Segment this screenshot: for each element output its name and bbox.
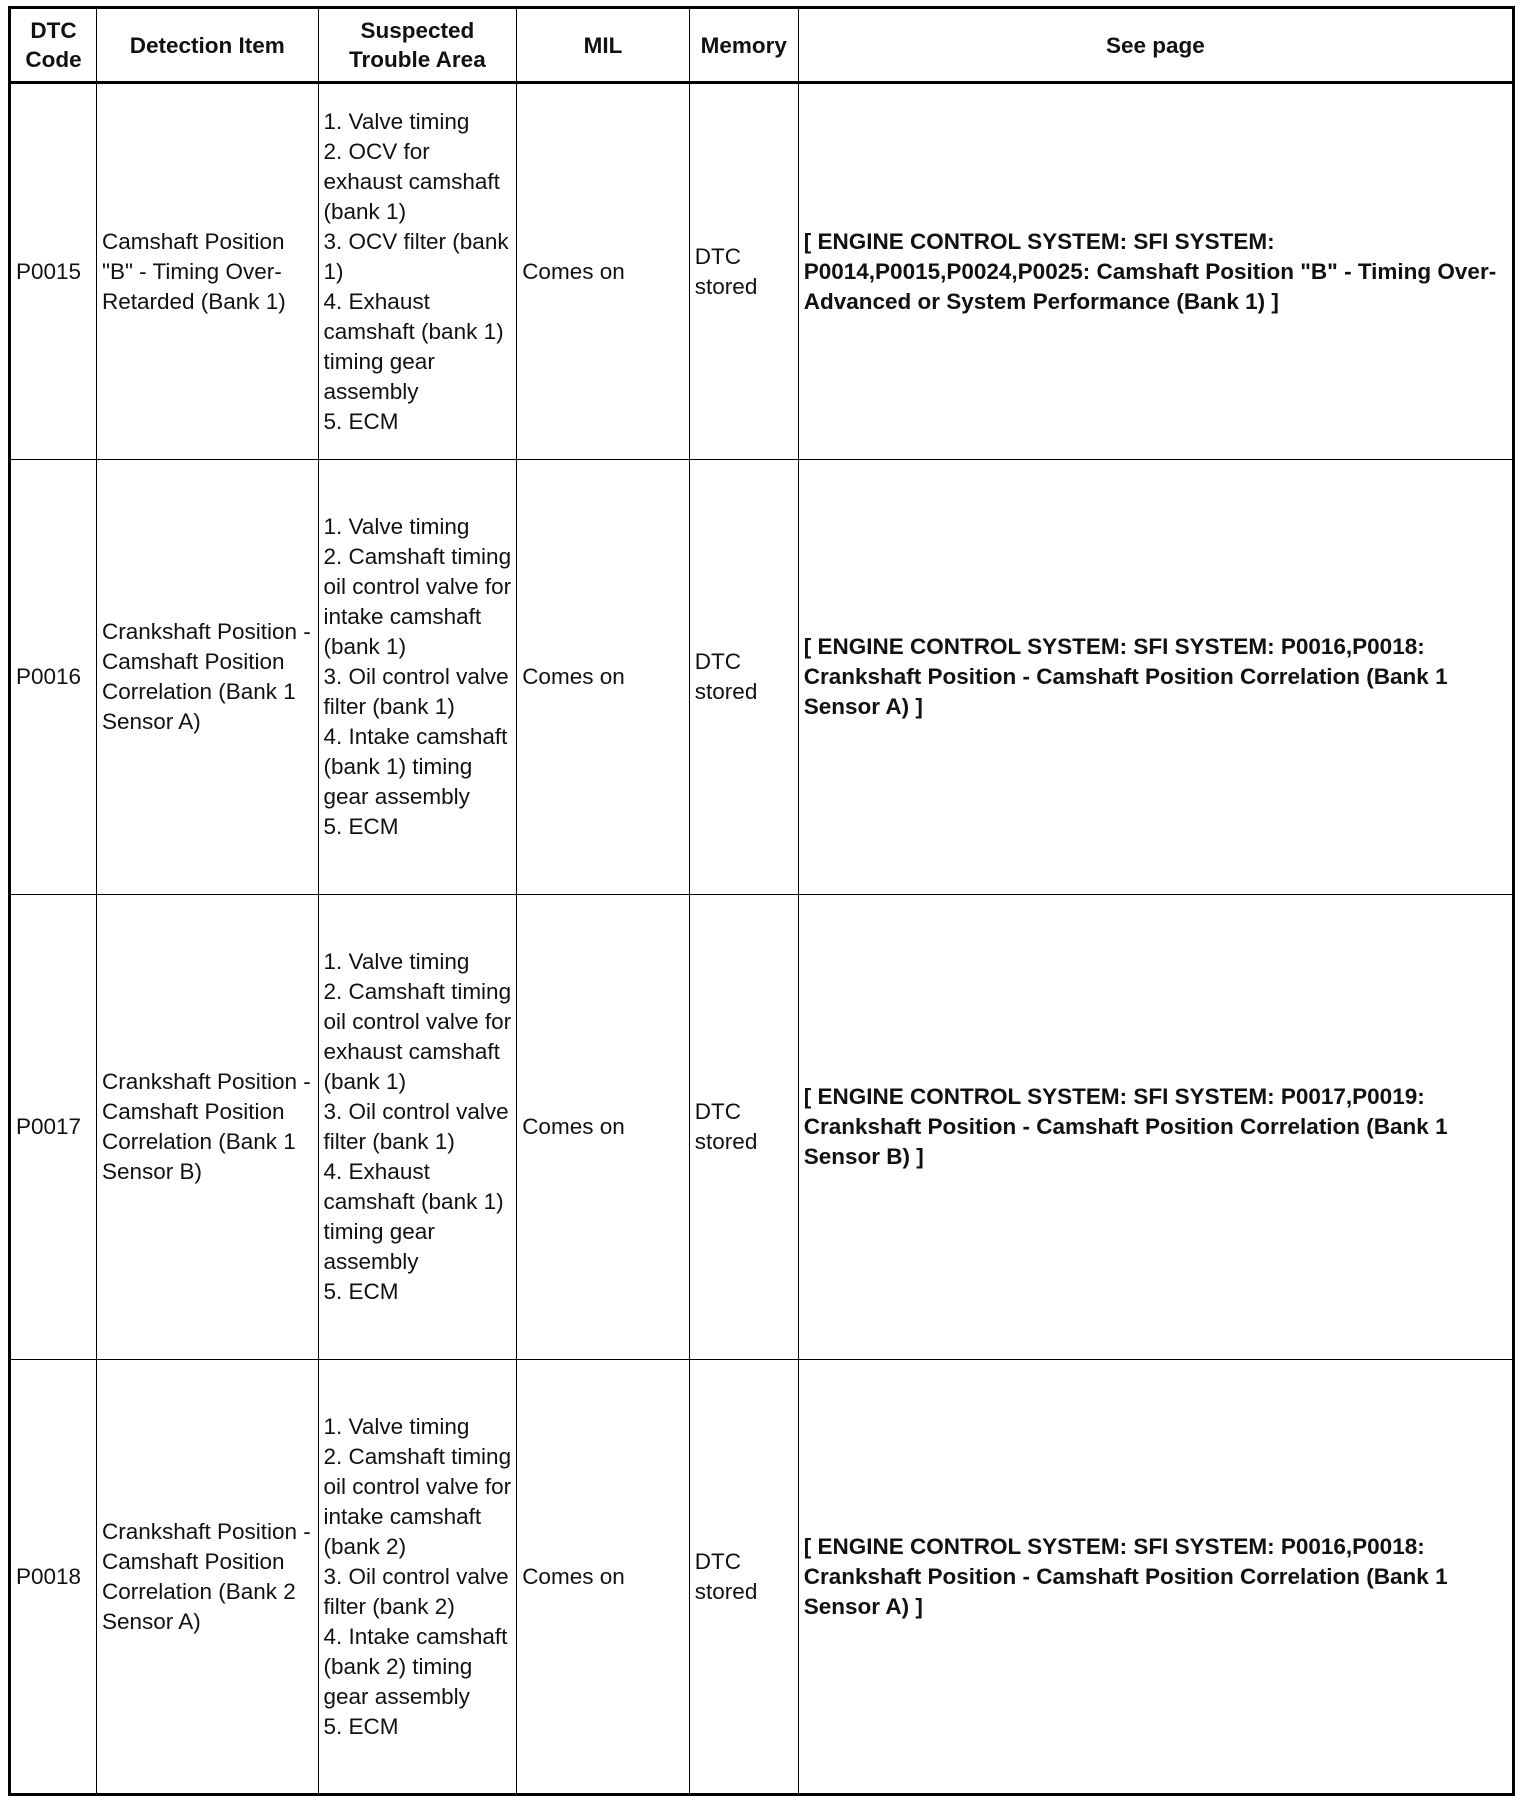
memory-cell: DTC stored (689, 895, 798, 1360)
trouble-area-line: 5. ECM (323, 814, 399, 839)
mil-cell: Comes on (517, 460, 690, 895)
table-row (10, 460, 1514, 895)
trouble-area-line: 1. Valve timing (323, 1413, 470, 1439)
trouble-area-line: 5. ECM (323, 1279, 399, 1304)
dtc-table (8, 6, 1515, 1796)
see-page-link[interactable]: [ ENGINE CONTROL SYSTEM: SFI SYSTEM: P0016,P0018: Crankshaft Position - Camshaft Position Correlation (Bank 1 Sensor A) ] (798, 1360, 1513, 1795)
dtc-code-cell: P0017 (10, 895, 97, 1360)
trouble-area-line: 2. Camshaft timing oil control valve for intake camshaft (bank 1) (323, 544, 512, 659)
trouble-area-line: 2. Camshaft timing oil control valve for intake camshaft (bank 2) (323, 1443, 512, 1559)
trouble-area-line: 5. ECM (323, 1713, 399, 1739)
header-dtc-code: DTC Code (10, 8, 97, 83)
trouble-area-line: 5. ECM (323, 408, 399, 434)
trouble-area-line: 4. Exhaust camshaft (bank 1) timing gear assembly (323, 288, 504, 404)
header-mil: MIL (517, 8, 690, 83)
detection-item-cell: Crankshaft Position - Camshaft Position Correlation (Bank 2 Sensor A) (96, 1360, 318, 1795)
see-page-link[interactable]: [ ENGINE CONTROL SYSTEM: SFI SYSTEM: P0017,P0019: Crankshaft Position - Camshaft Position Correlation (Bank 1 Sensor B) ] (798, 895, 1513, 1360)
mil-cell: Comes on (517, 895, 690, 1360)
dtc-code-cell: P0016 (10, 460, 97, 895)
trouble-area-line: 1. Valve timing (323, 949, 470, 974)
trouble-area-cell (318, 895, 517, 1360)
detection-item-cell: Crankshaft Position - Camshaft Position Correlation (Bank 1 Sensor B) (96, 895, 318, 1360)
memory-cell: DTC stored (689, 1360, 798, 1795)
trouble-area-line: 1. Valve timing (323, 108, 470, 134)
document-page (8, 6, 1515, 1796)
trouble-area-line: 3. OCV filter (bank 1) (323, 228, 509, 284)
trouble-area-cell (318, 1360, 517, 1795)
see-page-link[interactable]: [ ENGINE CONTROL SYSTEM: SFI SYSTEM: P0016,P0018: Crankshaft Position - Camshaft Position Correlation (Bank 1 Sensor A) ] (798, 460, 1513, 895)
trouble-area-line: 3. Oil control valve filter (bank 1) (323, 664, 509, 719)
trouble-area-line: 2. Camshaft timing oil control valve for exhaust camshaft (bank 1) (323, 979, 512, 1094)
table-row (10, 1360, 1514, 1795)
memory-cell: DTC stored (689, 83, 798, 460)
see-page-link[interactable]: [ ENGINE CONTROL SYSTEM: SFI SYSTEM: P0014,P0015,P0024,P0025: Camshaft Position "B" - Timing Over-Advanced or System Performance (Bank 1) ] (798, 83, 1513, 460)
trouble-area-line: 4. Intake camshaft (bank 2) timing gear assembly (323, 1623, 508, 1709)
table-header-row (10, 8, 1514, 83)
trouble-area-cell (318, 460, 517, 895)
header-memory: Memory (689, 8, 798, 83)
trouble-area-line: 4. Intake camshaft (bank 1) timing gear assembly (323, 724, 508, 809)
trouble-area-line: 3. Oil control valve filter (bank 2) (323, 1563, 509, 1619)
header-see-page: See page (798, 8, 1513, 83)
detection-item-cell: Camshaft Position "B" - Timing Over-Retarded (Bank 1) (96, 83, 318, 460)
header-trouble-area: Suspected Trouble Area (318, 8, 517, 83)
trouble-area-line: 4. Exhaust camshaft (bank 1) timing gear assembly (323, 1159, 504, 1274)
dtc-code-cell: P0015 (10, 83, 97, 460)
memory-cell: DTC stored (689, 460, 798, 895)
dtc-code-cell: P0018 (10, 1360, 97, 1795)
trouble-area-cell (318, 83, 517, 460)
mil-cell: Comes on (517, 83, 690, 460)
trouble-area-line: 2. OCV for exhaust camshaft (bank 1) (323, 138, 500, 224)
detection-item-cell: Crankshaft Position - Camshaft Position Correlation (Bank 1 Sensor A) (96, 460, 318, 895)
trouble-area-line: 3. Oil control valve filter (bank 1) (323, 1099, 509, 1154)
header-detection-item: Detection Item (96, 8, 318, 83)
table-row (10, 83, 1514, 460)
table-row (10, 895, 1514, 1360)
trouble-area-line: 1. Valve timing (323, 514, 470, 539)
mil-cell: Comes on (517, 1360, 690, 1795)
